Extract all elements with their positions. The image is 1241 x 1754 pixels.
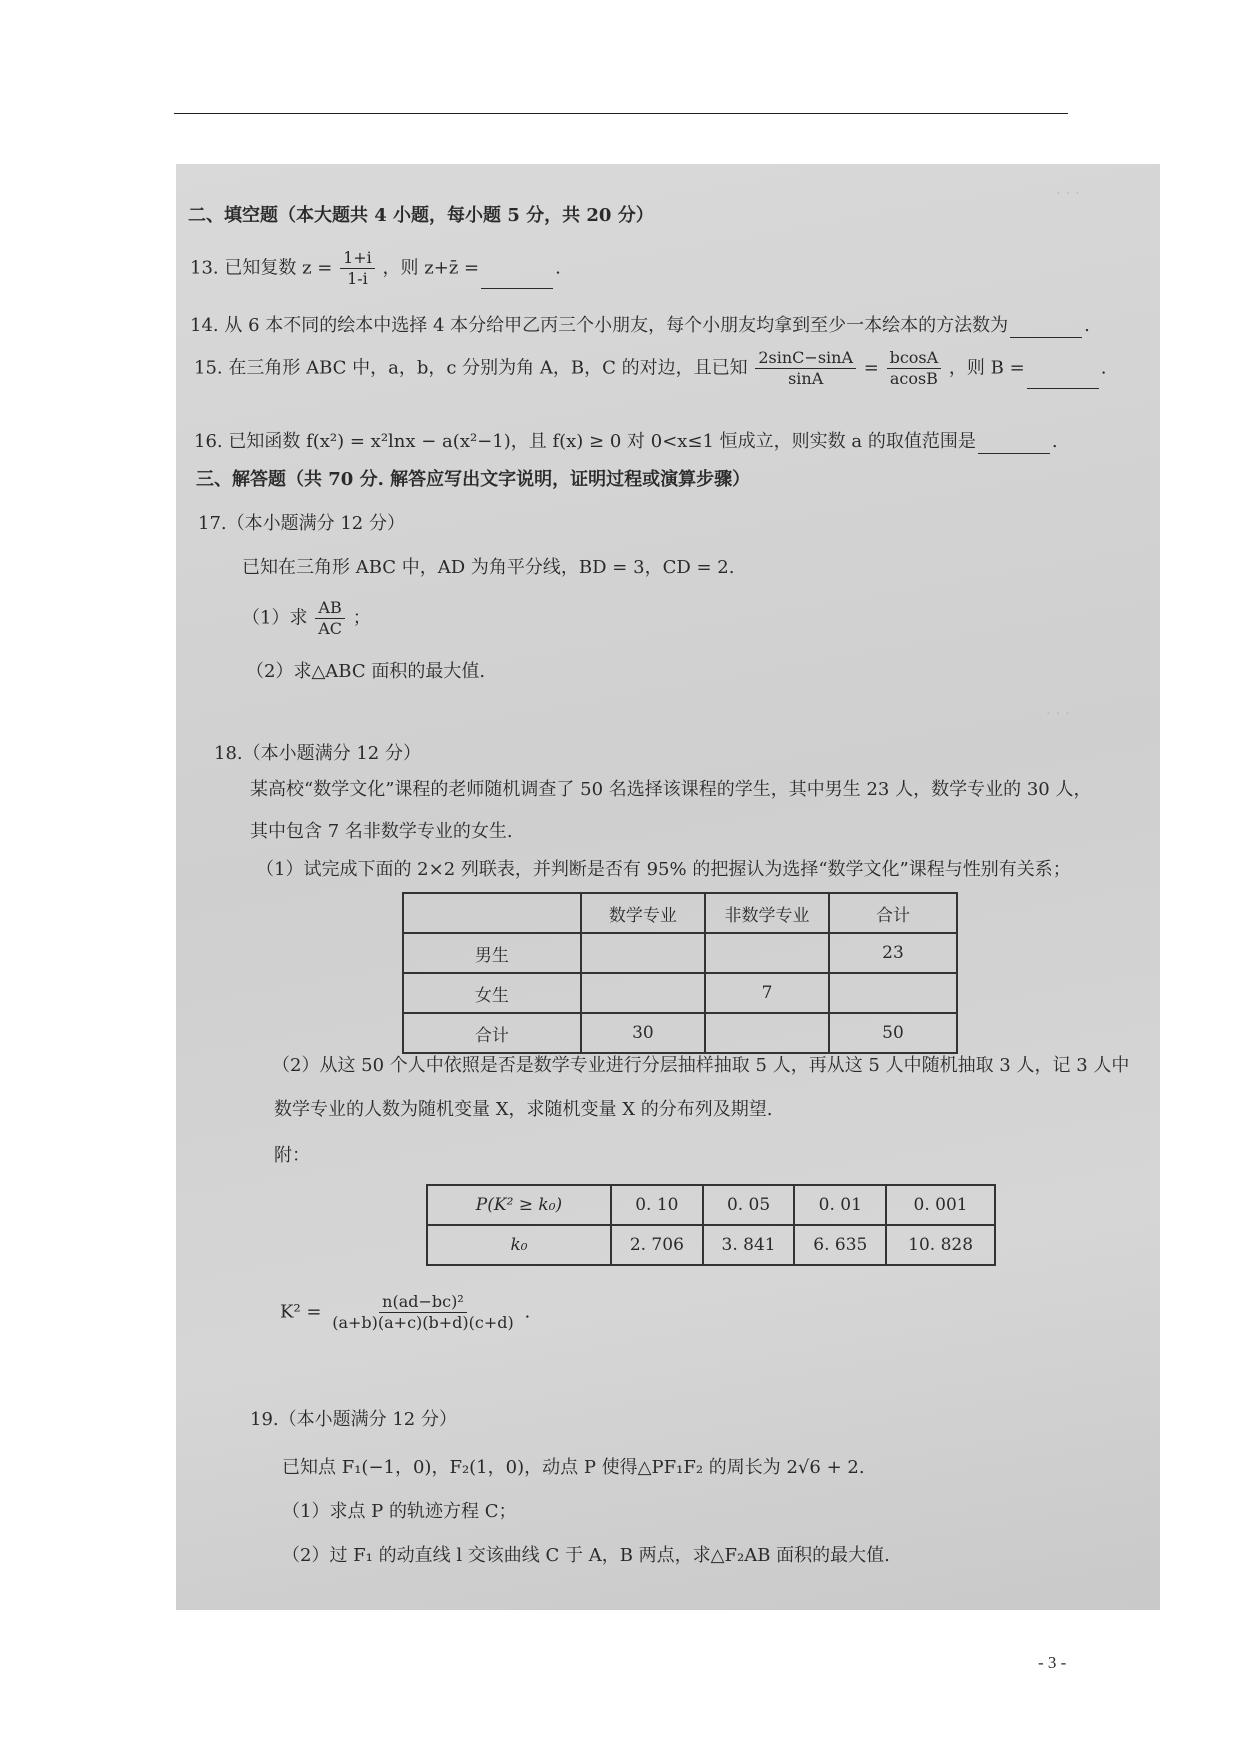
q13-fraction: $\frac{1+i}{1-i}$ [340, 248, 375, 289]
table-cell: 男生 [403, 933, 581, 973]
q18-stem-line-2: 其中包含 7 名非数学专业的女生. [250, 821, 513, 842]
contingency-table [402, 892, 958, 1054]
q19-title: 19.（本小题满分 12 分） [250, 1409, 457, 1430]
q18-stem-line-1: 某高校“数学文化”课程的老师随机调查了 50 名选择该课程的学生，其中男生 23 人，数学专业的 30 人， [250, 779, 1092, 800]
answer-blank [1027, 370, 1099, 389]
table-cell: 23 [829, 933, 957, 973]
table-cell: 50 [829, 1013, 957, 1053]
section-heading-solve: 三、解答题（共 70 分. 解答应写出文字说明，证明过程或演算步骤） [196, 469, 751, 490]
table-cell: 6. 635 [794, 1225, 886, 1265]
table-cell: k₀ [427, 1225, 611, 1265]
table-cell [581, 973, 705, 1013]
q18-part-1: （1）试完成下面的 2×2 列联表，并判断是否有 95% 的把握认为选择“数学文化”课程与性别有关系； [256, 859, 1071, 880]
table-row [403, 933, 957, 973]
table-cell: 30 [581, 1013, 705, 1053]
question-15: 15. 在三角形 ABC 中，a，b，c 分别为角 A，B，C 的对边，且已知 $\frac{2\sin C-\sin A}{\sin A}$ = $\frac{bcosA}{acosB}$ ，则 B = . [194, 348, 1107, 388]
q17-part-2: （2）求△ABC 面积的最大值. [246, 661, 486, 682]
table-row [427, 1185, 995, 1225]
section-heading-fill-in: 二、填空题（本大题共 4 小题，每小题 5 分，共 20 分） [188, 205, 654, 226]
reference-table [426, 1184, 996, 1266]
table-header-row [403, 893, 957, 933]
question-14: 14. 从 6 本不同的绘本中选择 4 本分给甲乙丙三个小朋友，每个小朋友均拿到至少一本绘本的方法数为 . [190, 315, 1090, 336]
table-cell: 3. 841 [703, 1225, 795, 1265]
q18-title: 18.（本小题满分 12 分） [214, 743, 421, 764]
q19-stem: 已知点 F₁(−1，0)，F₂(1，0)，动点 P 使得△PF₁F₂ 的周长为 2√6 + 2. [282, 1457, 865, 1478]
show-through-text: · · · [1056, 184, 1080, 202]
page-number: - 3 - [1038, 1653, 1067, 1672]
header-rule [174, 113, 1068, 114]
q15-fraction-right: $\frac{bcosA}{acosB}$ [887, 348, 942, 389]
question-13: 13. 已知复数 z = $\frac{1+i}{1-i}$ ，则 z+z̄ = . [190, 248, 561, 288]
table-cell: 0. 01 [794, 1185, 886, 1225]
show-through-text: · · · [1046, 704, 1070, 722]
q17-title: 17.（本小题满分 12 分） [198, 513, 405, 534]
q18-part-2-line-1: （2）从这 50 个人中依照是否是数学专业进行分层抽样抽取 5 人，再从这 5 人中随机抽取 3 人，记 3 人中 [272, 1055, 1130, 1076]
table-cell: 女生 [403, 973, 581, 1013]
table-cell [829, 973, 957, 1013]
table-row [427, 1225, 995, 1265]
q19-part-1: （1）求点 P 的轨迹方程 C； [282, 1501, 517, 1522]
table-cell [705, 1013, 829, 1053]
table-row [403, 1013, 957, 1053]
table-row [403, 973, 957, 1013]
table-cell: 0. 10 [611, 1185, 703, 1225]
table-cell: 合计 [829, 893, 957, 933]
table-cell [403, 893, 581, 933]
table-cell: 7 [705, 973, 829, 1013]
table-cell: P(K² ≥ k₀) [427, 1185, 611, 1225]
q18-part-2-line-2: 数学专业的人数为随机变量 X，求随机变量 X 的分布列及期望. [274, 1099, 773, 1120]
table-cell: 非数学专业 [705, 893, 829, 933]
appendix-label: 附： [274, 1145, 310, 1166]
scanned-exam-photo [176, 164, 1160, 1610]
table-cell: 数学专业 [581, 893, 705, 933]
q19-part-2: （2）过 F₁ 的动直线 l 交该曲线 C 于 A，B 两点，求△F₂AB 面积的最大值. [282, 1545, 890, 1566]
answer-blank [1010, 319, 1082, 338]
answer-blank [978, 435, 1050, 454]
table-cell [581, 933, 705, 973]
table-cell: 0. 05 [703, 1185, 795, 1225]
table-cell: 2. 706 [611, 1225, 703, 1265]
question-16: 16. 已知函数 f(x²) = x²lnx − a(x²−1)，且 f(x) ≥ 0 对 0<x≤1 恒成立，则实数 a 的取值范围是 . [194, 431, 1058, 452]
table-cell: 合计 [403, 1013, 581, 1053]
q17-fraction: $\frac{AB}{AC}$ [315, 598, 345, 639]
answer-blank [481, 270, 553, 289]
formula-fraction: $\frac{\text{n(ad−bc)²}}{(a+b)(a+c)(b+d)(c+d)}$ [332, 1292, 514, 1332]
chi-square-formula: K² = $\frac{\text{n(ad−bc)²}}{(a+b)(a+c)(b+d)(c+d)}$ . [280, 1292, 531, 1332]
table-cell: 0. 001 [886, 1185, 995, 1225]
q17-part-1: （1）求 $\frac{AB}{AC}$ ； [242, 598, 371, 638]
table-cell [705, 933, 829, 973]
q17-stem: 已知在三角形 ABC 中，AD 为角平分线，BD = 3，CD = 2. [242, 557, 735, 578]
table-cell: 10. 828 [886, 1225, 995, 1265]
q15-fraction-left: $\frac{2\sin C-\sin A}{\sin A}$ [755, 348, 856, 389]
